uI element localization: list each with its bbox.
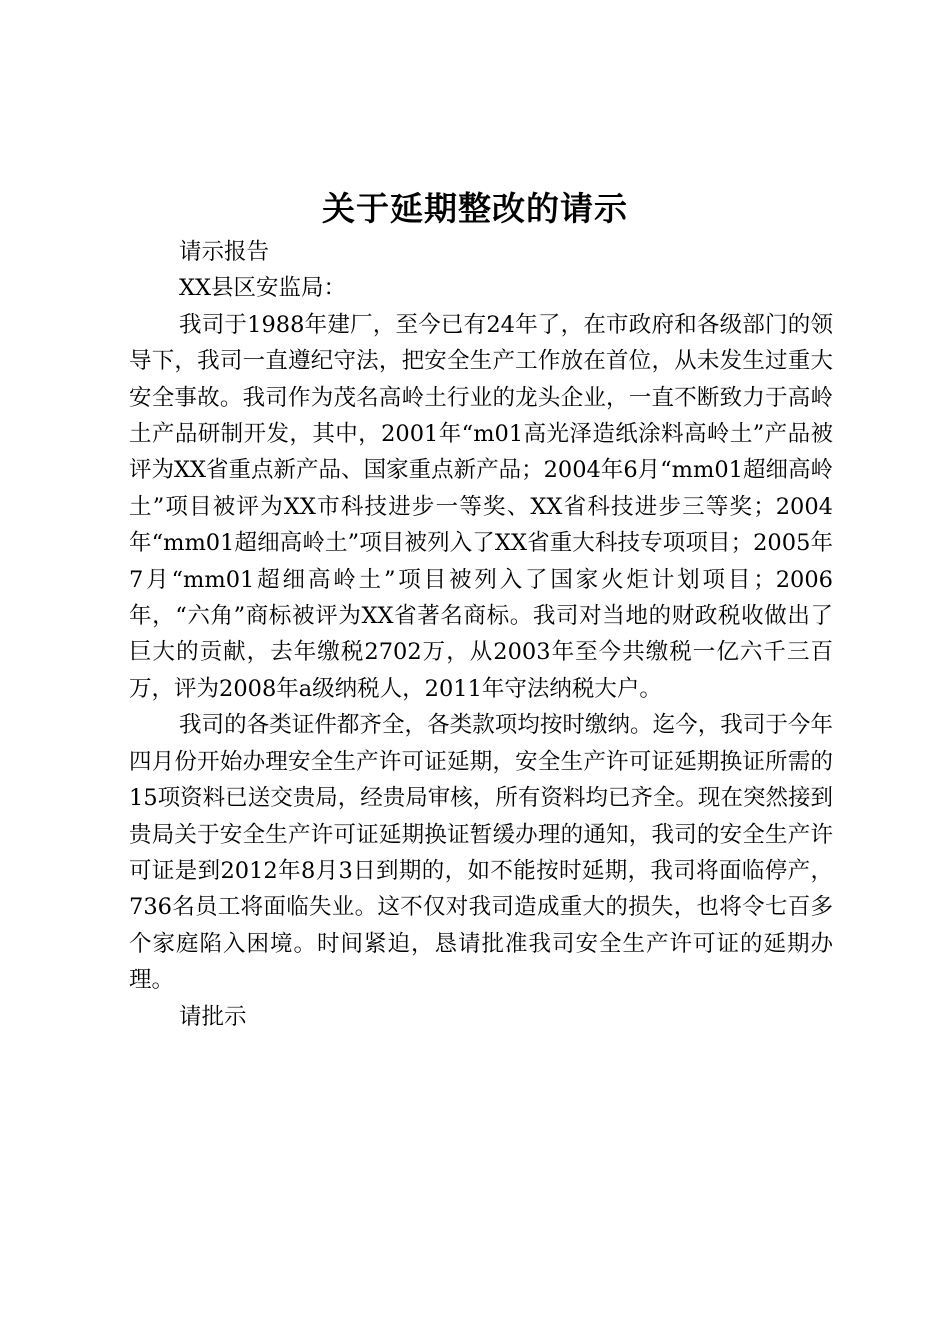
- paragraph-extension-request: 我司的各类证件都齐全，各类款项均按时缴纳。迄今，我司于今年四月份开始办理安全生产许可证延期，安全生产许可证延期换证所需的15项资料已送交贵局，经贵局审核，所有资料均已齐全。现在突然接到贵局关于安全生产许可证延期换证暂缓办理的通知，我司的安全生产许可证是到2012年8月3日到期的，如不能按时延期，我司将面临停产，736名员工将面临失业。这不仅对我司造成重大的损失，也将令七百多个家庭陷入困境。时间紧迫，恳请批准我司安全生产许可证的延期办理。: [129, 712, 833, 994]
- closing: 请批示: [179, 1003, 247, 1030]
- paragraph-company-history: 我司于1988年建厂，至今已有24年了，在市政府和各级部门的领导下，我司一直遵纪守法，把安全生产工作放在首位，从未发生过重大安全事故。我司作为茂名高岭土行业的龙头企业，一直不断致力于高岭土产品研制开发，其中，2001年“m01高光泽造纸涂料高岭土”产品被评为XX省重点新产品、国家重点新产品；2004年6月“mm01超细高岭土”项目被评为XX市科技进步一等奖、XX省科技进步三等奖；2004年“mm01超细高岭土”项目被列入了XX省重大科技专项项目；2005年7月“mm01超细高岭土”项目被列入了国家火炬计划项目；2006年，“六角”商标被评为XX省著名商标。我司对当地的财政税收做出了巨大的贡献，去年缴税2702万，从2003年至今共缴税一亿六千三百万，评为2008年a级纳税人，2011年守法纳税大户。: [129, 311, 833, 702]
- document-body: [129, 234, 833, 1035]
- addressee: XX县区安监局：: [179, 275, 347, 302]
- heading-label: 请示报告: [179, 239, 270, 265]
- document-title: 关于延期整改的请示: [322, 189, 628, 228]
